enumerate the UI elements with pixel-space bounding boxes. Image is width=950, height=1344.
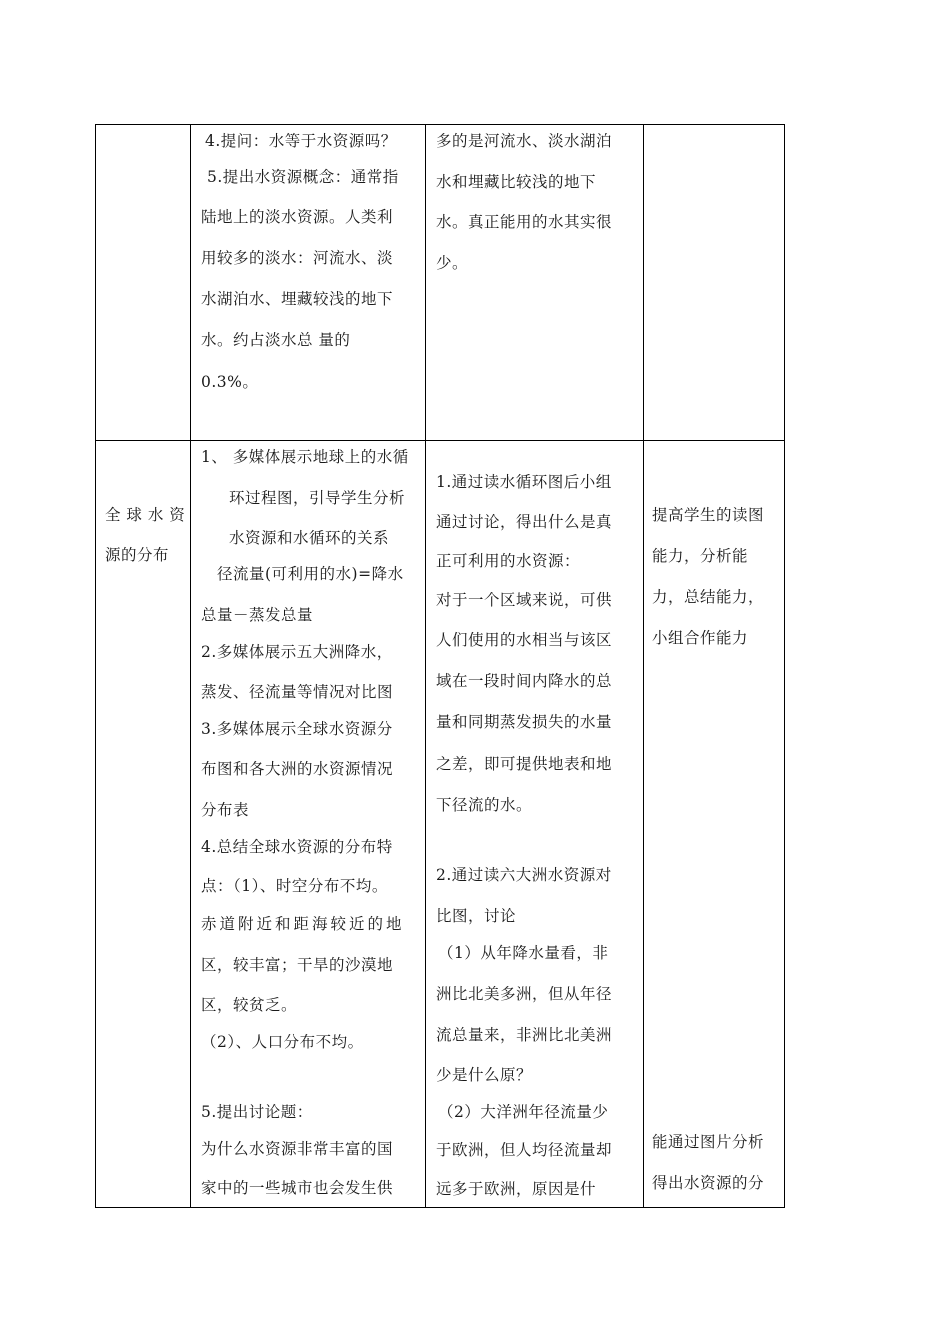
text-line: 于欧洲，但人均径流量却 — [436, 1141, 613, 1159]
topic-cell — [96, 125, 191, 441]
text-line: 量和同期蒸发损失的水量 — [436, 713, 613, 731]
text-line: 分布表 — [201, 801, 250, 819]
text-line: 2.多媒体展示五大洲降水， — [201, 643, 393, 661]
text-line: 1.通过读水循环图后小组 — [436, 473, 612, 491]
text-line: 赤道附近和距海较近的地 — [201, 915, 405, 933]
text-line: 力，总结能力， — [652, 588, 765, 606]
text-line: 用较多的淡水：河流水、淡 — [201, 249, 394, 267]
text-line: 水湖泊水、埋藏较浅的地下 — [201, 290, 394, 308]
text-line: 得出水资源的分 — [652, 1174, 765, 1192]
text-line: 5.提出水资源概念：通常指 — [207, 168, 399, 186]
teacher-activity-cell — [191, 441, 426, 1208]
text-line: 布图和各大洲的水资源情况 — [201, 760, 394, 778]
text-line: 1、 多媒体展示地球上的水循 — [201, 448, 409, 466]
text-line: 能通过图片分析 — [652, 1133, 765, 1151]
text-line: 水和埋藏比较浅的地下 — [436, 173, 597, 191]
text-line: 流总量来，非洲比北美洲 — [436, 1026, 613, 1044]
text-line: 水。真正能用的水其实很 — [436, 213, 613, 231]
student-activity-cell — [426, 125, 644, 441]
text-line: 提高学生的读图 — [652, 506, 765, 524]
text-line: 域在一段时间内降水的总 — [436, 672, 613, 690]
text-line: 能力，分析能 — [652, 547, 749, 565]
text-line: 正可利用的水资源： — [436, 552, 581, 570]
teacher-activity-cell — [191, 125, 426, 441]
text-line: 蒸发、径流量等情况对比图 — [201, 683, 394, 701]
text-line: 环过程图，引导学生分析 — [229, 489, 406, 507]
text-line: 下径流的水。 — [436, 796, 533, 814]
topic-cell — [96, 441, 191, 1208]
table-row — [96, 441, 785, 1208]
text-line: 多的是河流水、淡水湖泊 — [436, 132, 613, 150]
lesson-plan-table — [95, 124, 785, 1208]
text-line: （2）大洋洲年径流量少 — [438, 1103, 609, 1121]
text-line: 对于一个区域来说，可供 — [436, 591, 613, 609]
text-line: 少是什么原？ — [436, 1066, 533, 1084]
text-line: 径流量(可利用的水)=降水 — [217, 565, 404, 583]
text-line: 通过讨论，得出什么是真 — [436, 513, 613, 531]
text-line: 3.多媒体展示全球水资源分 — [201, 720, 393, 738]
text-line: 区，较贫乏。 — [201, 996, 298, 1014]
text-line: 4.提问：水等于水资源吗？ — [205, 132, 397, 150]
text-line: 水资源和水循环的关系 — [229, 529, 390, 547]
text-line: 区，较丰富；干旱的沙漠地 — [201, 956, 394, 974]
text-line: 家中的一些城市也会发生供 — [201, 1179, 394, 1197]
text-line: 点：（1）、时空分布不均。 — [201, 877, 388, 895]
text-line: 陆地上的淡水资源。人类利 — [201, 208, 394, 226]
text-line: 人们使用的水相当与该区 — [436, 631, 613, 649]
intent-cell — [644, 441, 785, 1208]
text-line: 水。约占淡水总 量的 — [201, 331, 351, 349]
text-line: 之差，即可提供地表和地 — [436, 755, 613, 773]
text-line: 洲比北美多洲，但从年径 — [436, 985, 613, 1003]
text-line: 总量－蒸发总量 — [201, 606, 314, 624]
intent-cell — [644, 125, 785, 441]
student-activity-cell — [426, 441, 644, 1208]
text-line: 远多于欧洲，原因是什 — [436, 1180, 597, 1198]
text-line: 为什么水资源非常丰富的国 — [201, 1140, 394, 1158]
text-line: 小组合作能力 — [652, 629, 749, 647]
text-line: 5.提出讨论题： — [201, 1103, 313, 1121]
text-line: 2.通过读六大洲水资源对 — [436, 866, 612, 884]
text-line: 少。 — [436, 254, 469, 272]
text-line: 比图，讨论 — [436, 907, 517, 925]
text-line: 4.总结全球水资源的分布特 — [201, 838, 393, 856]
text-line: （2）、人口分布不均。 — [201, 1033, 364, 1051]
table-row — [96, 125, 785, 441]
text-line: （1）从年降水量看，非 — [438, 944, 609, 962]
topic-text-line: 源的分布 — [105, 546, 170, 564]
topic-text-line: 全 球 水 资 — [105, 506, 186, 524]
text-line: 0.3%。 — [201, 373, 259, 391]
